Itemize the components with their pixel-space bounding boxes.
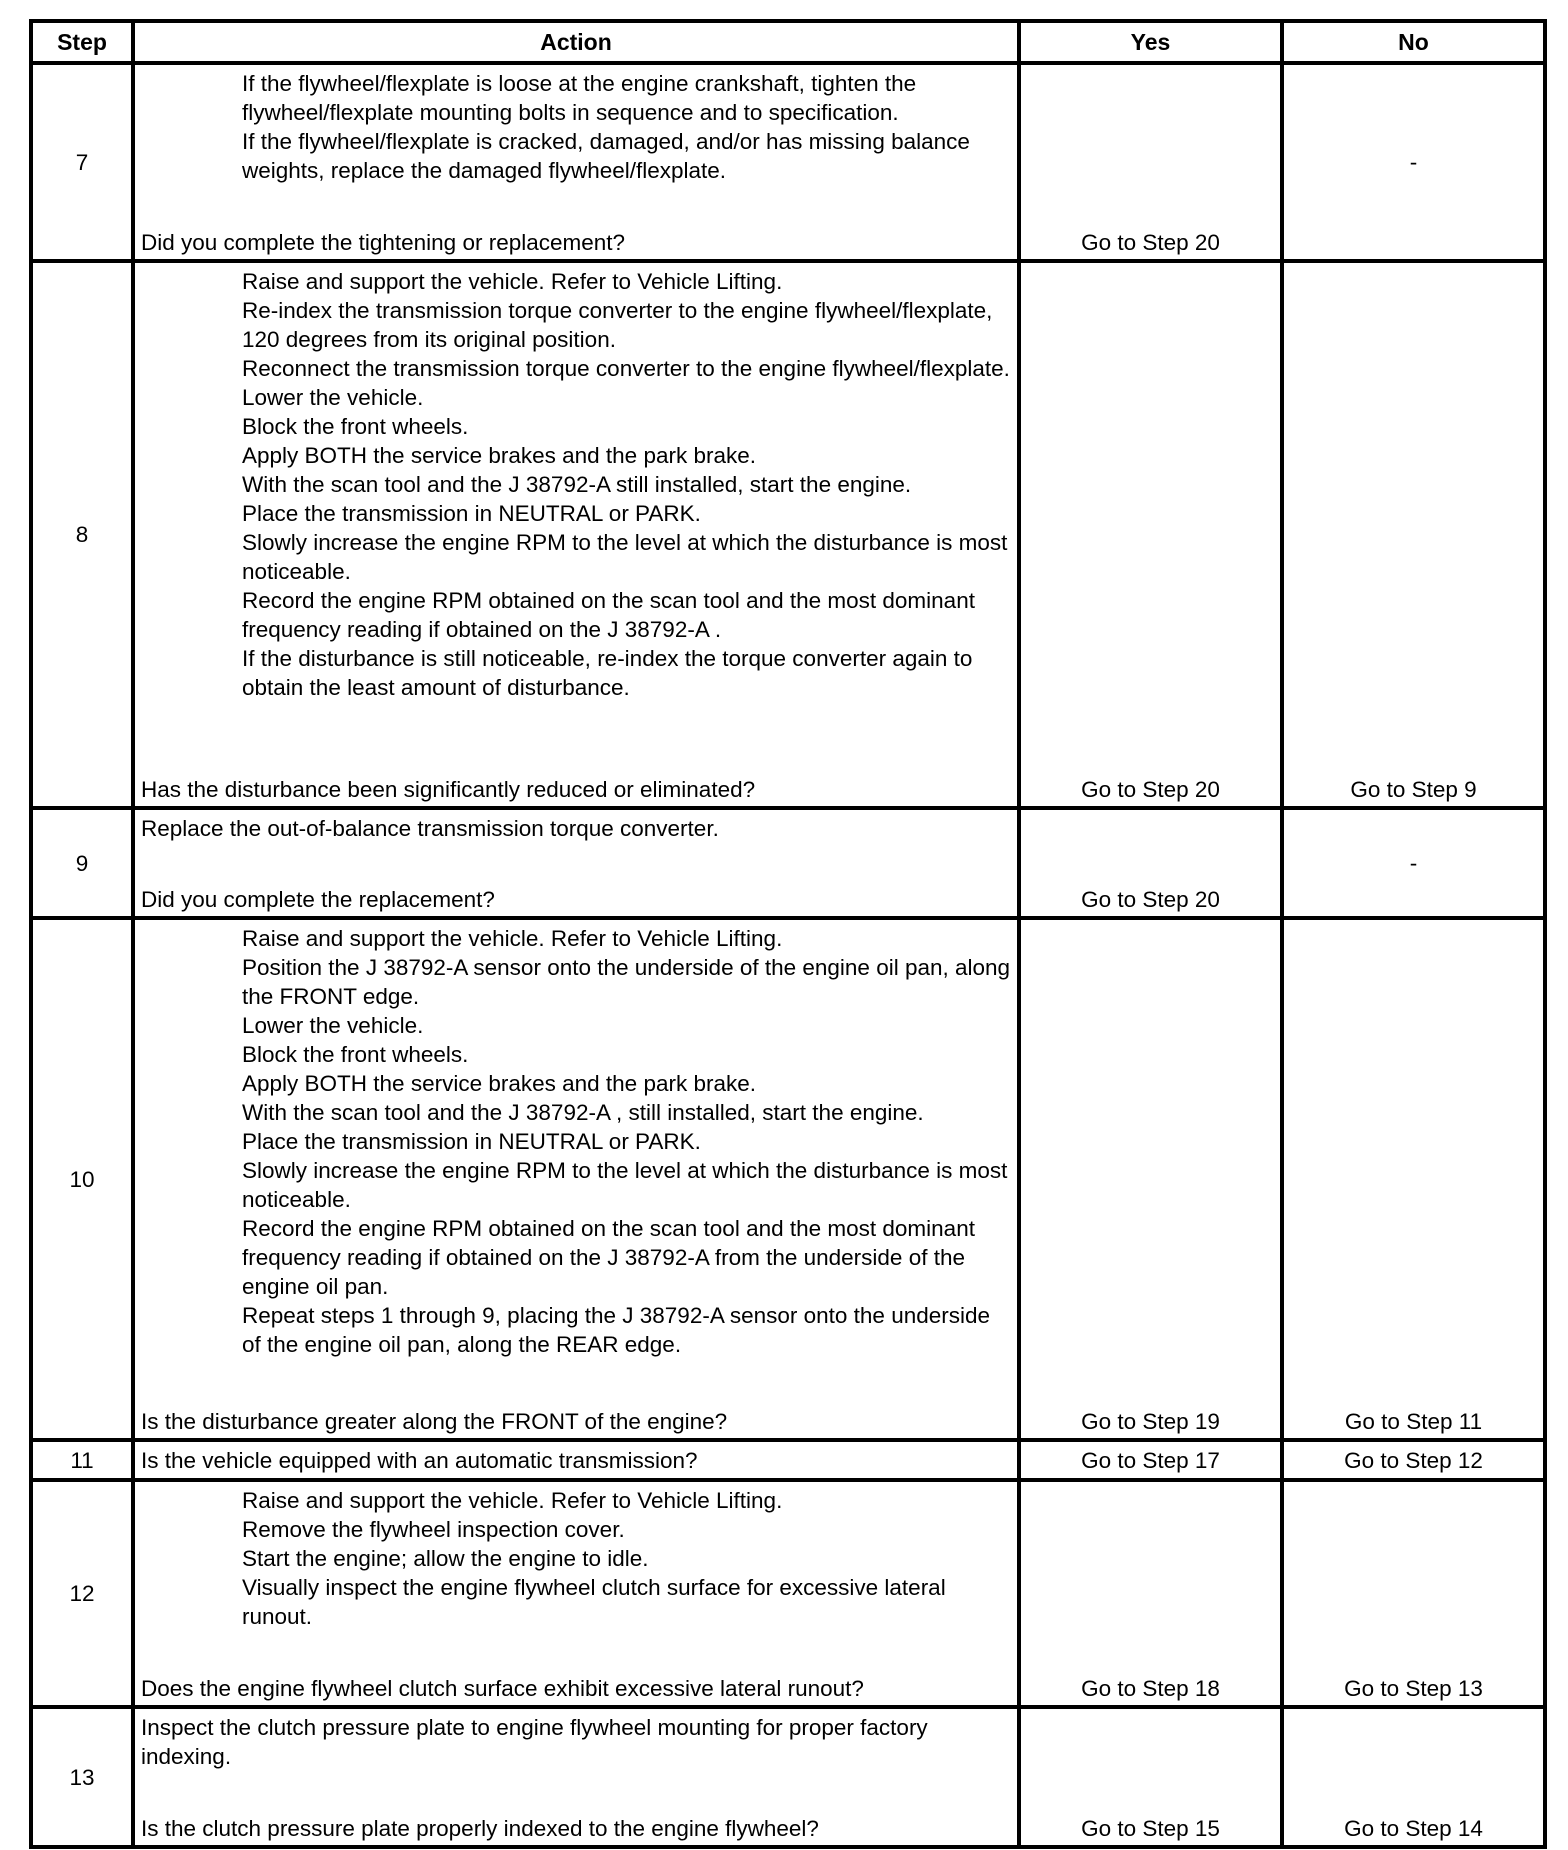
substep: Place the transmission in NEUTRAL or PARK. [242, 501, 701, 526]
no-answer: Go to Step 12 [1344, 1447, 1483, 1473]
yes-cell [1019, 261, 1282, 808]
substep: Raise and support the vehicle. Refer to Vehicle Lifting. [242, 926, 783, 951]
substep-list [141, 267, 1011, 702]
question-text: Is the vehicle equipped with an automatic transmission? [141, 1447, 698, 1473]
no-cell [1282, 1480, 1545, 1707]
substep: Position the J 38792-A sensor onto the underside of the engine oil pan, along the FRONT edge. [242, 955, 1011, 1009]
substep: Lower the vehicle. [242, 385, 424, 410]
action-cell [133, 918, 1019, 1440]
no-cell [1282, 63, 1545, 261]
substep: If the flywheel/flexplate is cracked, damaged, and/or has missing balance weights, replace the damaged flywheel/flexplate. [242, 129, 970, 183]
yes-answer: Go to Step 20 [1081, 777, 1220, 802]
yes-answer: Go to Step 20 [1081, 887, 1220, 912]
substep: Visually inspect the engine flywheel clutch surface for excessive lateral runout. [242, 1575, 946, 1629]
no-answer: Go to Step 11 [1344, 1409, 1483, 1434]
substep: With the scan tool and the J 38792-A still installed, start the engine. [242, 472, 912, 497]
diagnostic-table [29, 19, 1547, 1849]
question-text: Has the disturbance been significantly reduced or eliminated? [141, 777, 756, 802]
yes-answer: Go to Step 18 [1081, 1676, 1220, 1701]
substep-list [141, 924, 1011, 1359]
substep: Re-index the transmission torque converter to the engine flywheel/flexplate, 120 degrees from its original position. [242, 298, 993, 352]
action-cell [133, 1480, 1019, 1707]
substep: Raise and support the vehicle. Refer to Vehicle Lifting. [242, 269, 783, 294]
yes-cell [1019, 918, 1282, 1440]
action-text: Inspect the clutch pressure plate to engine flywheel mounting for proper factory indexing. [141, 1715, 928, 1769]
yes-answer: Go to Step 15 [1081, 1816, 1220, 1841]
header-step: Step [31, 21, 133, 63]
header-no: No [1282, 21, 1545, 63]
no-cell [1282, 261, 1545, 808]
substep: Record the engine RPM obtained on the scan tool and the most dominant frequency reading if obtained on the J 38792-A from the underside of the engine oil pan. [242, 1216, 975, 1299]
header-yes: Yes [1019, 21, 1282, 63]
table-row [31, 1440, 1545, 1480]
action-cell [133, 1707, 1019, 1847]
yes-answer: Go to Step 19 [1081, 1409, 1220, 1434]
substep: Slowly increase the engine RPM to the level at which the disturbance is most noticeable. [242, 530, 1008, 584]
substep: Lower the vehicle. [242, 1013, 424, 1038]
substep: Record the engine RPM obtained on the scan tool and the most dominant frequency reading if obtained on the J 38792-A . [242, 588, 975, 642]
action-cell [133, 63, 1019, 261]
yes-cell [1019, 1707, 1282, 1847]
question-text: Did you complete the tightening or replacement? [141, 230, 626, 255]
no-cell [1282, 808, 1545, 918]
substep: Raise and support the vehicle. Refer to Vehicle Lifting. [242, 1488, 783, 1513]
yes-cell [1019, 1440, 1282, 1480]
no-answer: Go to Step 9 [1350, 777, 1477, 802]
substep: Block the front wheels. [242, 1042, 469, 1067]
no-answer: - [1409, 149, 1418, 175]
action-cell [133, 808, 1019, 918]
step-number: 13 [31, 1707, 133, 1847]
step-number: 9 [31, 808, 133, 918]
table-row [31, 918, 1545, 1440]
substep: Block the front wheels. [242, 414, 469, 439]
substep: Start the engine; allow the engine to idle. [242, 1546, 649, 1571]
step-number: 8 [31, 261, 133, 808]
header-action: Action [133, 21, 1019, 63]
table-row [31, 1480, 1545, 1707]
step-number: 11 [31, 1440, 133, 1480]
substep: Apply BOTH the service brakes and the park brake. [242, 1071, 756, 1096]
yes-cell [1019, 63, 1282, 261]
question-text: Is the disturbance greater along the FRONT of the engine? [141, 1409, 728, 1434]
substep: With the scan tool and the J 38792-A , still installed, start the engine. [242, 1100, 924, 1125]
table-row [31, 261, 1545, 808]
substep: If the disturbance is still noticeable, re-index the torque converter again to obtain the least amount of disturbance. [242, 646, 973, 700]
header-row [31, 21, 1545, 63]
no-answer: Go to Step 14 [1344, 1816, 1483, 1841]
substep-list [141, 69, 1011, 185]
substep: If the flywheel/flexplate is loose at the engine crankshaft, tighten the flywheel/flexplate mounting bolts in sequence and to specification. [242, 71, 917, 125]
yes-answer: Go to Step 17 [1081, 1447, 1220, 1473]
table-row [31, 1707, 1545, 1847]
question-text: Is the clutch pressure plate properly indexed to the engine flywheel? [141, 1816, 819, 1841]
no-answer: - [1409, 850, 1418, 876]
step-number: 10 [31, 918, 133, 1440]
substep: Slowly increase the engine RPM to the level at which the disturbance is most noticeable. [242, 1158, 1008, 1212]
yes-cell [1019, 1480, 1282, 1707]
substep: Repeat steps 1 through 9, placing the J 38792-A sensor onto the underside of the engine oil pan, along the REAR edge. [242, 1303, 991, 1357]
table-row [31, 63, 1545, 261]
no-cell [1282, 1707, 1545, 1847]
question-text: Did you complete the replacement? [141, 887, 495, 912]
yes-answer: Go to Step 20 [1081, 230, 1220, 255]
question-text: Does the engine flywheel clutch surface exhibit excessive lateral runout? [141, 1676, 864, 1701]
step-number: 12 [31, 1480, 133, 1707]
action-text: Replace the out-of-balance transmission torque converter. [141, 816, 719, 841]
yes-cell [1019, 808, 1282, 918]
action-cell [133, 1440, 1019, 1480]
substep: Reconnect the transmission torque converter to the engine flywheel/flexplate. [242, 356, 1010, 381]
action-cell [133, 261, 1019, 808]
step-number: 7 [31, 63, 133, 261]
substep-list [141, 1486, 1011, 1631]
substep: Remove the flywheel inspection cover. [242, 1517, 625, 1542]
substep: Apply BOTH the service brakes and the park brake. [242, 443, 756, 468]
table-row [31, 808, 1545, 918]
no-cell [1282, 1440, 1545, 1480]
substep: Place the transmission in NEUTRAL or PARK. [242, 1129, 701, 1154]
no-cell [1282, 918, 1545, 1440]
no-answer: Go to Step 13 [1344, 1676, 1483, 1701]
